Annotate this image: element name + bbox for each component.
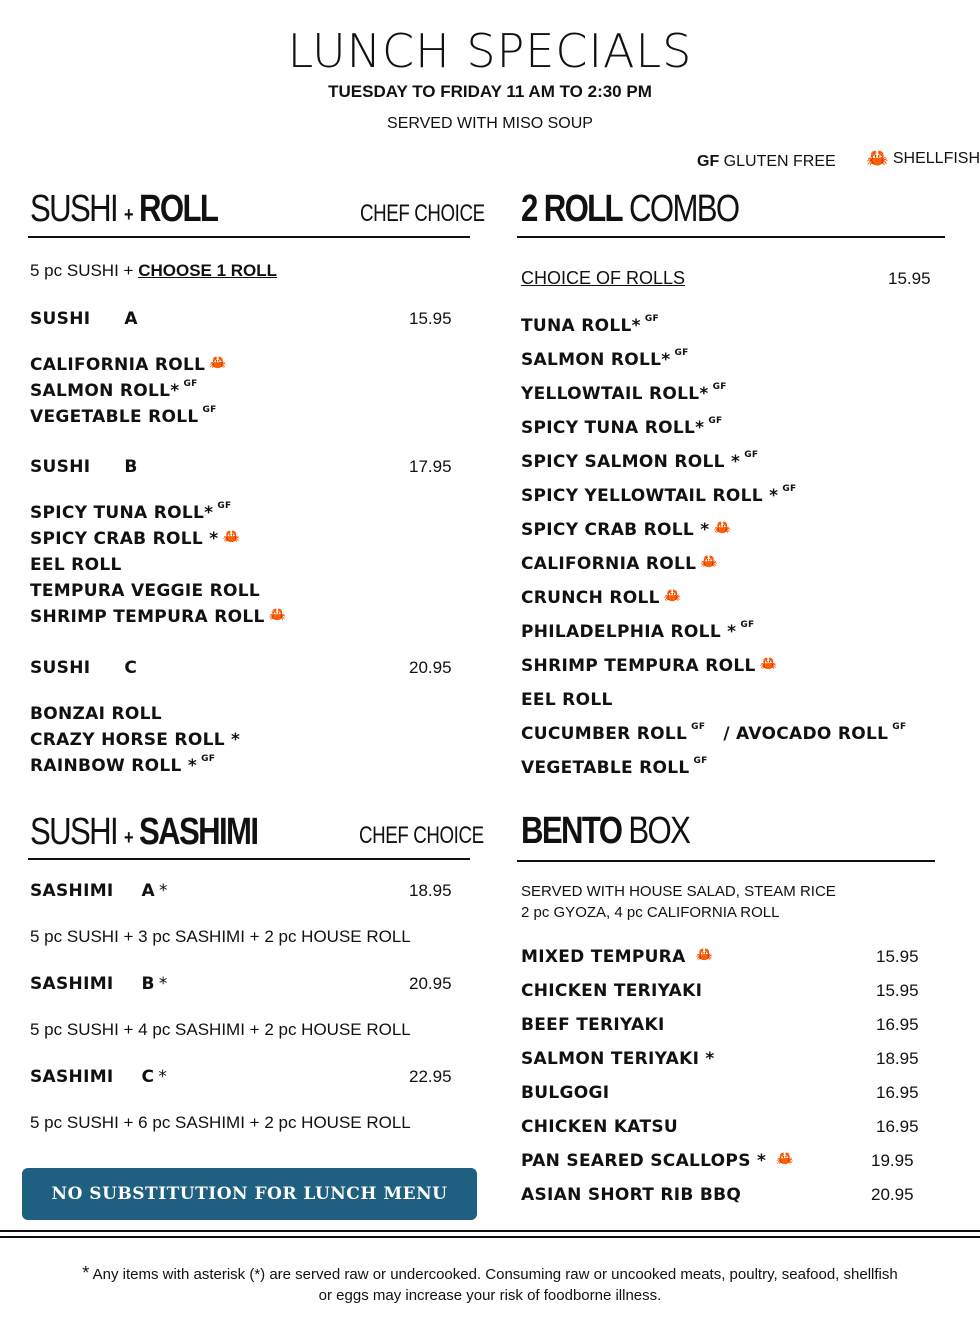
hours: TUESDAY TO FRIDAY 11 AM TO 2:30 PM [328, 82, 652, 101]
roll-name: SHRIMP TEMPURA ROLL [521, 656, 756, 676]
roll-item [30, 607, 286, 627]
gluten-free-badge: GF [644, 314, 659, 324]
footer-text-1: Any items with asterisk (*) are served raw or undercooked. Consuming raw or uncooked meats, poultry, seafood, shellfish [89, 1266, 898, 1283]
roll-item [30, 355, 227, 375]
roll-name: YELLOWTAIL ROLL* [521, 384, 709, 404]
roll-name-extra: / AVOCADO ROLL [723, 724, 889, 744]
section-title-sushi-roll [30, 188, 217, 231]
set-description: 5 pc SUSHI + 3 pc SASHIMI + 2 pc HOUSE ROLL [30, 927, 411, 946]
set-letter: A [141, 881, 156, 901]
roll-name: EEL ROLL [521, 690, 613, 710]
intro-text: 5 pc SUSHI + [30, 261, 139, 280]
bento-item-price: 18.95 [876, 1049, 919, 1068]
title-part: SUSHI [30, 811, 118, 853]
shellfish-icon: 🦀 [713, 520, 732, 536]
roll-item [521, 520, 731, 540]
choice-of-rolls: CHOICE OF ROLLS [521, 268, 686, 288]
gluten-free-badge: GF [201, 754, 216, 764]
gluten-free-badge: GF [708, 416, 723, 426]
bento-item-price: 16.95 [876, 1117, 919, 1136]
raw-asterisk: * [159, 881, 168, 901]
bento-item-name: CHICKEN KATSU [521, 1117, 678, 1137]
roll-item [30, 756, 215, 776]
chef-choice-label: CHEF CHOICE [359, 822, 484, 849]
roll-name: PHILADELPHIA ROLL * [521, 622, 737, 642]
set-letter: B [141, 974, 155, 994]
gf-label: GLUTEN FREE [723, 153, 836, 170]
gluten-free-badge: GF [183, 379, 198, 389]
set-name: SASHIMI [30, 881, 114, 901]
set-price: 17.95 [409, 457, 452, 476]
bento-item [521, 1015, 665, 1035]
set-heading [30, 309, 138, 329]
roll-item [521, 588, 681, 608]
bento-item-name: CHICKEN TERIYAKI [521, 981, 703, 1001]
gluten-free-badge: GF [892, 722, 907, 732]
set-heading [30, 457, 138, 477]
footer-rule-top [0, 1230, 980, 1232]
roll-name: RAINBOW ROLL * [30, 756, 198, 776]
shellfish-icon: 🦀 [759, 656, 778, 672]
title-part-bold: 2 ROLL [521, 188, 622, 230]
set-description: 5 pc SUSHI + 4 pc SASHIMI + 2 pc HOUSE ROLL [30, 1020, 411, 1039]
roll-name: VEGETABLE ROLL [521, 758, 690, 778]
chef-choice-label: CHEF CHOICE [360, 200, 485, 227]
roll-item [521, 758, 708, 778]
gluten-free-badge: GF [740, 620, 755, 630]
roll-name: SPICY CRAB ROLL * [30, 529, 219, 549]
shellfish-icon: 🦀 [776, 1151, 794, 1167]
gluten-free-badge: GF [202, 405, 217, 415]
bento-item-price: 19.95 [871, 1151, 914, 1170]
roll-name: BONZAI ROLL [30, 704, 162, 724]
shellfish-icon: 🦀 [695, 947, 714, 963]
roll-item [521, 452, 758, 472]
set-name: SUSHI [30, 309, 91, 329]
bento-item-name: MIXED TEMPURA [521, 947, 686, 967]
roll-item [30, 503, 231, 523]
section-divider [517, 860, 935, 862]
section-divider [28, 236, 470, 238]
set-name: SUSHI [30, 658, 91, 678]
roll-name: CRAZY HORSE ROLL * [30, 730, 241, 750]
set-description: 5 pc SUSHI + 6 pc SASHIMI + 2 pc HOUSE ROLL [30, 1113, 411, 1132]
roll-name: CRUNCH ROLL [521, 588, 660, 608]
sushi-roll-intro [30, 261, 277, 281]
gluten-free-badge: GF [712, 382, 727, 392]
set-heading [30, 974, 168, 994]
roll-item [30, 407, 217, 427]
roll-name: TUNA ROLL* [521, 316, 641, 336]
title-plus: + [124, 204, 133, 226]
bento-item [521, 1117, 678, 1137]
title-part: BOX [628, 810, 690, 852]
crab-icon: 🦀 [866, 148, 889, 168]
bento-item [521, 947, 713, 967]
roll-item [30, 555, 122, 575]
shellfish-icon: 🦀 [268, 607, 287, 623]
bento-item-name: SALMON TERIYAKI * [521, 1049, 715, 1069]
roll-name: SPICY YELLOWTAIL ROLL * [521, 486, 779, 506]
roll-item [30, 381, 198, 401]
bento-item-name: BULGOGI [521, 1083, 610, 1103]
roll-item [521, 656, 777, 676]
footer-rule-bottom [0, 1236, 980, 1238]
bento-item-price: 16.95 [876, 1083, 919, 1102]
set-name: SUSHI [30, 457, 91, 477]
set-price: 15.95 [409, 309, 452, 328]
roll-name: SALMON ROLL* [30, 381, 180, 401]
roll-item [521, 554, 718, 574]
bento-served-1: SERVED WITH HOUSE SALAD, STEAM RICE [521, 883, 836, 900]
bento-item-price: 15.95 [876, 947, 919, 966]
set-heading [30, 881, 168, 901]
gluten-free-badge: GF [674, 348, 689, 358]
section-title-combo [521, 188, 739, 231]
roll-name: CALIFORNIA ROLL [30, 355, 206, 375]
roll-item [30, 730, 240, 750]
title-part: SUSHI [30, 188, 118, 230]
legend-shellfish [866, 148, 980, 169]
roll-item [521, 384, 727, 404]
section-title-sushi-sashimi [30, 811, 257, 854]
gluten-free-badge: GF [782, 484, 797, 494]
set-heading [30, 658, 137, 678]
bento-item-price: 15.95 [876, 981, 919, 1000]
gluten-free-badge: GF [691, 722, 706, 732]
section-divider [517, 236, 945, 238]
title-plus: + [124, 827, 133, 849]
gf-code: GF [697, 153, 720, 170]
bento-item [521, 1049, 715, 1069]
roll-name: CALIFORNIA ROLL [521, 554, 697, 574]
section-title-bento [521, 810, 689, 853]
roll-item [521, 724, 906, 744]
roll-item [521, 486, 796, 506]
served-note: SERVED WITH MISO SOUP [387, 115, 593, 132]
bento-item-price: 16.95 [876, 1015, 919, 1034]
set-name: SASHIMI [30, 974, 114, 994]
bento-item-price: 20.95 [871, 1185, 914, 1204]
combo-price: 15.95 [888, 269, 931, 288]
roll-item [521, 690, 613, 710]
footer-star: * [82, 1263, 90, 1283]
roll-name: CUCUMBER ROLL [521, 724, 688, 744]
set-price: 22.95 [409, 1067, 452, 1086]
bento-item-name: ASIAN SHORT RIB BBQ [521, 1185, 742, 1205]
title-part-bold: BENTO [521, 810, 622, 852]
shellfish-icon: 🦀 [209, 355, 228, 371]
roll-item [521, 418, 722, 438]
roll-item [30, 704, 162, 724]
raw-asterisk: * [158, 974, 168, 994]
set-price: 18.95 [409, 881, 452, 900]
roll-name: VEGETABLE ROLL [30, 407, 199, 427]
legend-gluten-free [697, 153, 836, 171]
shellfish-icon: 🦀 [663, 588, 682, 604]
roll-item [521, 316, 659, 336]
roll-name: SHRIMP TEMPURA ROLL [30, 607, 265, 627]
bento-item [521, 1185, 741, 1205]
roll-name: SPICY SALMON ROLL * [521, 452, 741, 472]
footer-line-1 [0, 1263, 980, 1284]
bento-item-name: BEEF TERIYAKI [521, 1015, 665, 1035]
roll-name: TEMPURA VEGGIE ROLL [30, 581, 260, 601]
intro-choose: CHOOSE 1 ROLL [138, 261, 278, 280]
roll-name: EEL ROLL [30, 555, 122, 575]
gluten-free-badge: GF [744, 450, 759, 460]
page-title: LUNCH SPECIALS [287, 24, 693, 78]
bento-item [521, 1083, 609, 1103]
roll-item [30, 581, 260, 601]
roll-name: SPICY TUNA ROLL* [521, 418, 705, 438]
roll-item [30, 529, 240, 549]
set-name: SASHIMI [30, 1067, 114, 1087]
roll-name: SPICY CRAB ROLL * [521, 520, 710, 540]
no-substitution-banner: NO SUBSTITUTION FOR LUNCH MENU [22, 1168, 477, 1220]
shellfish-label: SHELLFISH [892, 150, 980, 167]
bento-served-2: 2 pc GYOZA, 4 pc CALIFORNIA ROLL [521, 904, 780, 921]
title-part: COMBO [628, 188, 739, 230]
raw-asterisk: * [158, 1067, 168, 1087]
title-part-bold: SASHIMI [139, 811, 258, 853]
roll-name: SALMON ROLL* [521, 350, 671, 370]
set-price: 20.95 [409, 974, 452, 993]
set-letter: C [141, 1067, 155, 1087]
footer-line-2: or eggs may increase your risk of foodborne illness. [318, 1287, 662, 1304]
shellfish-icon: 🦀 [700, 554, 719, 570]
set-letter: C [124, 658, 138, 678]
section-divider [28, 858, 470, 860]
set-price: 20.95 [409, 658, 452, 677]
roll-item [521, 622, 755, 642]
set-heading [30, 1067, 167, 1087]
bento-item-name: PAN SEARED SCALLOPS * [521, 1151, 767, 1171]
shellfish-icon: 🦀 [222, 529, 241, 545]
set-letter: A [124, 309, 138, 329]
title-part-bold: ROLL [139, 188, 218, 230]
gluten-free-badge: GF [217, 501, 232, 511]
roll-item [521, 350, 689, 370]
roll-name: SPICY TUNA ROLL* [30, 503, 214, 523]
gluten-free-badge: GF [693, 756, 708, 766]
bento-item [521, 981, 702, 1001]
bento-item [521, 1151, 794, 1171]
set-letter: B [124, 457, 138, 477]
